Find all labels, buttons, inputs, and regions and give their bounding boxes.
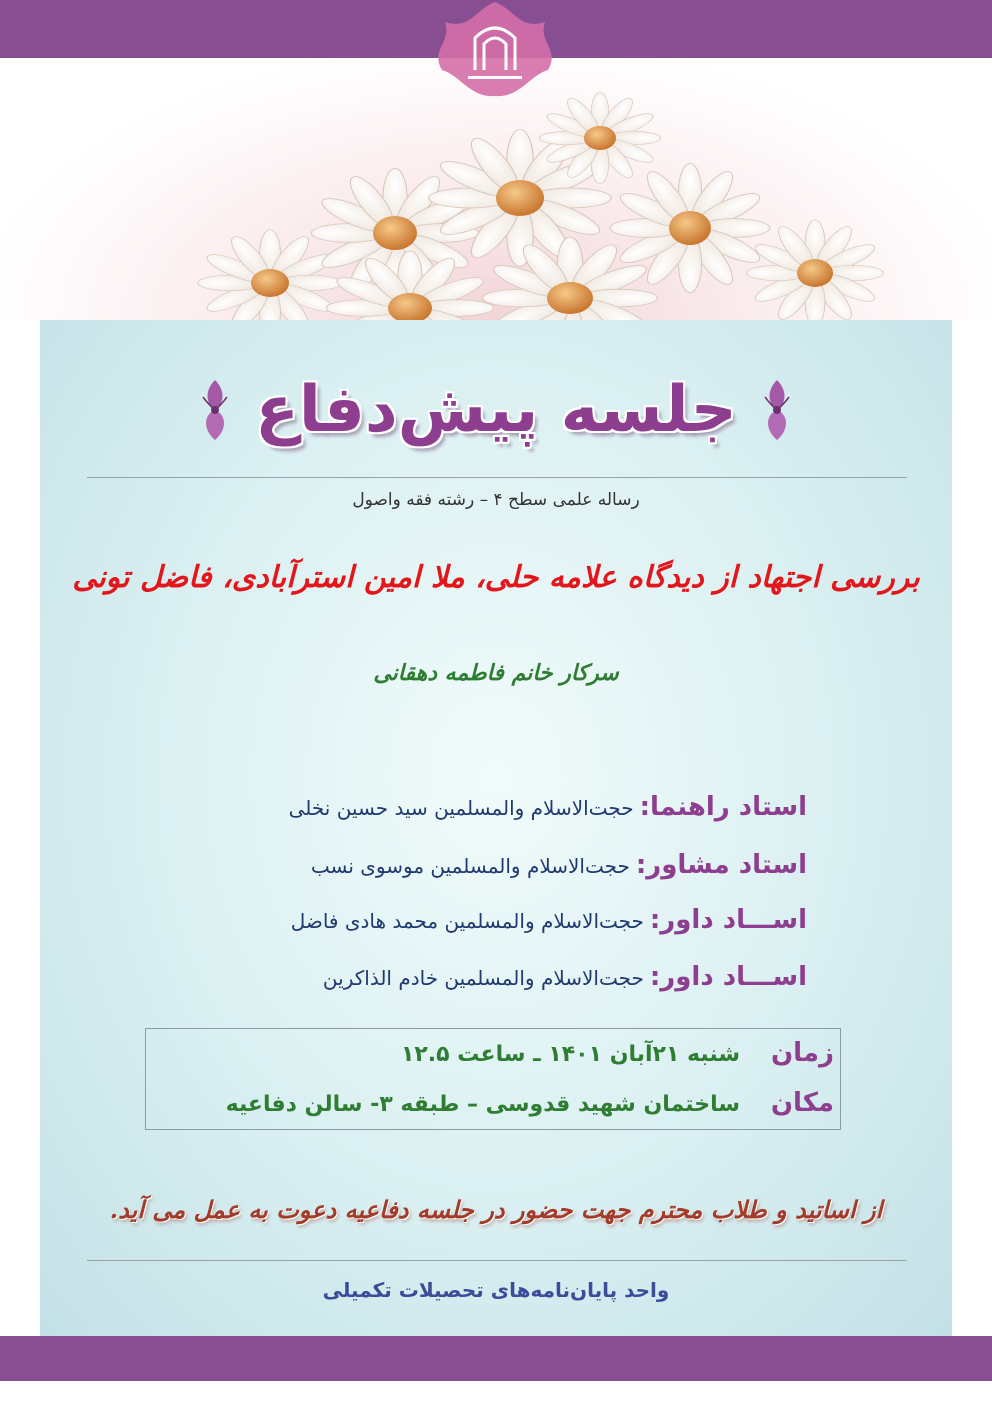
advisor-name: حجت‌الاسلام والمسلمین سید حسین نخلی	[288, 796, 634, 820]
time-row	[401, 1038, 834, 1068]
advisor-role: استاد راهنما:	[639, 792, 807, 822]
seminary-logo-icon	[420, 0, 570, 100]
advisor-role: اســـاد داور:	[649, 962, 807, 992]
advisor-row	[311, 850, 807, 880]
time-value: شنبه ۲۱آبان ۱۴۰۱ ـ ساعت ۱۲.۵	[400, 1042, 740, 1067]
student-name: سرکار خانم فاطمه دهقانی	[373, 660, 619, 686]
bottom-band	[0, 1336, 992, 1381]
time-label: زمان	[770, 1038, 834, 1068]
place-row	[226, 1088, 834, 1118]
advisor-name: حجت‌الاسلام والمسلمین محمد هادی فاضل	[290, 909, 644, 933]
bottom-strip	[0, 1381, 992, 1403]
ornament-icon	[199, 375, 231, 445]
page-title: جلسه پیش‌دفاع	[255, 373, 737, 447]
advisor-row	[291, 905, 807, 935]
advisor-name: حجت‌الاسلام والمسلمین خادم الذاکرین	[322, 966, 644, 990]
place-value: ساختمان شهید قدوسی – طبقه ۳- سالن دفاعیه	[225, 1092, 740, 1117]
divider	[87, 1260, 907, 1261]
advisor-row	[289, 792, 807, 822]
advisor-role: اســـاد داور:	[649, 905, 807, 935]
invitation-text: از اساتید و طلاب محترم جهت حضور در جلسه دفاعیه دعوت به عمل می آید.	[109, 1195, 883, 1224]
thesis-title: بررسی اجتهاد از دیدگاه علامه حلی، ملا امین استرآبادی، فاضل تونی	[72, 560, 920, 595]
place-label: مکان	[770, 1088, 834, 1118]
organizer-unit: واحد پایان‌نامه‌های تحصیلات تکمیلی	[322, 1278, 670, 1302]
ornament-icon	[761, 375, 793, 445]
advisor-row	[323, 962, 807, 992]
content-panel	[40, 320, 952, 1336]
advisor-name: حجت‌الاسلام والمسلمین موسوی نسب	[310, 854, 630, 878]
divider	[87, 477, 907, 478]
title-row	[40, 355, 952, 465]
subtitle: رساله علمی سطح ۴ – رشته فقه واصول	[352, 490, 640, 510]
advisor-role: استاد مشاور:	[635, 850, 807, 880]
